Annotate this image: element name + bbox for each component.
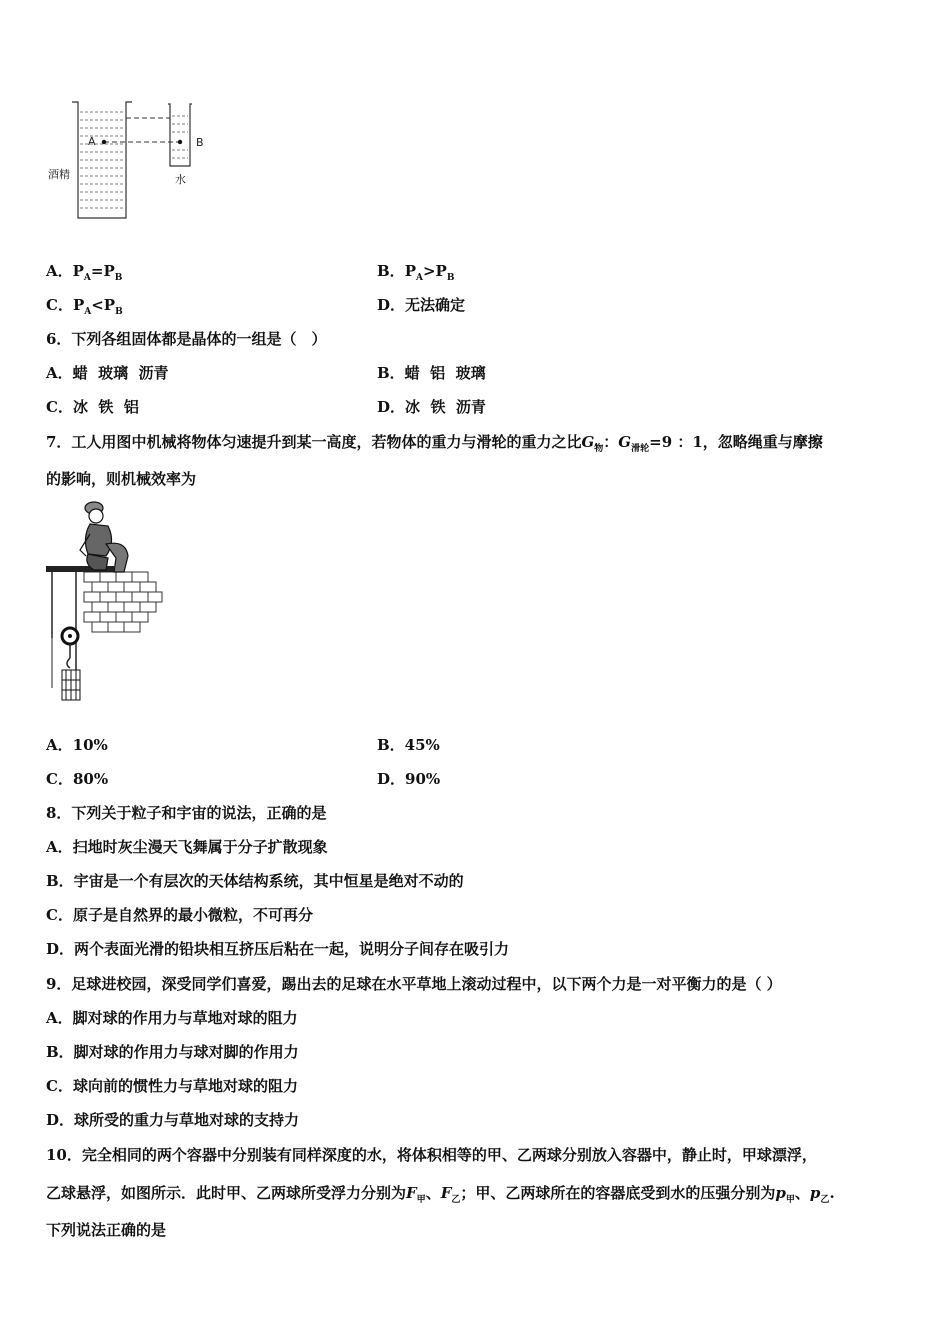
q6-option-a: A．蜡 玻璃 沥青: [46, 364, 169, 382]
q8-option-c: C．原子是自然界的最小微粒，不可再分: [46, 906, 313, 924]
q5-figure: [44, 98, 214, 230]
q5-option-c: C．$P_A<P_B$: [46, 296, 123, 317]
q9-option-d: D．球所受的重力与草地对球的支持力: [46, 1111, 300, 1129]
q9-option-c: C．球向前的惯性力与草地对球的阻力: [46, 1077, 298, 1095]
load: [62, 670, 80, 700]
q8-option-d: D．两个表面光滑的铅块相互挤压后粘在一起，说明分子间存在吸引力: [46, 940, 510, 958]
q5-option-d: D．无法确定: [377, 296, 466, 314]
q8-option-a: A．扫地时灰尘漫天飞舞属于分子扩散现象: [46, 838, 328, 856]
q6-option-b: B．蜡 铝 玻璃: [377, 364, 486, 382]
q7-figure: [44, 498, 169, 708]
q7-stem-line2: 的影响，则机械效率为: [46, 470, 197, 488]
worker: [80, 502, 128, 572]
q9-stem: 9．足球进校园，深受同学们喜爱，踢出去的足球在水平草地上滚动过程中，以下两个力是一对平衡力的是（ ）: [46, 975, 782, 993]
alcohol-dashes: [80, 112, 124, 208]
q9-option-a: A．脚对球的作用力与草地对球的阻力: [46, 1009, 298, 1027]
brick-wall: [84, 572, 162, 632]
right-tube: [168, 104, 192, 166]
q7-option-d: D．90%: [377, 770, 441, 788]
water-dashes: [172, 116, 188, 158]
q6-stem: 6．下列各组固体都是晶体的一组是（ ）: [46, 330, 327, 348]
q10-stem-line3: 下列说法正确的是: [46, 1221, 167, 1239]
q10-stem-line2: 乙球悬浮，如图所示．此时甲、乙两球所受浮力分别为$F_甲$、$F_乙$；甲、乙两球所在的容器底受到水的压强分别为$p_甲$、$p_乙$.: [46, 1184, 835, 1205]
q7-stem-line1: 7．工人用图中机械将物体匀速提升到某一高度，若物体的重力与滑轮的重力之比$G_物$：$G_{滑轮}=9$ ：1，忽略绳重与摩擦: [46, 433, 823, 454]
label-a: A: [88, 135, 96, 148]
q6-option-d: D．冰 铁 沥青: [377, 398, 486, 416]
label-water: 水: [175, 173, 186, 186]
q5-option-a: A．$P_A=P_B$: [46, 262, 123, 283]
point-a: [102, 140, 106, 144]
q10-stem-line1: 10．完全相同的两个容器中分别装有同样深度的水，将体积相等的甲、乙两球分别放入容器中，静止时，甲球漂浮，: [46, 1146, 817, 1164]
q6-option-c: C．冰 铁 铝: [46, 398, 139, 416]
q5-option-b: B．$P_A>P_B$: [377, 262, 455, 283]
q7-option-b: B．45%: [377, 736, 440, 754]
q7-option-a: A．10%: [46, 736, 108, 754]
point-b: [178, 140, 182, 144]
q9-option-b: B．脚对球的作用力与球对脚的作用力: [46, 1043, 299, 1061]
hook: [67, 658, 70, 668]
q7-option-c: C．80%: [46, 770, 109, 788]
label-alcohol: 酒精: [48, 168, 70, 181]
q8-option-b: B．宇宙是一个有层次的天体结构系统，其中恒星是绝对不动的: [46, 872, 464, 890]
label-b: B: [196, 136, 204, 149]
q8-stem: 8．下列关于粒子和宇宙的说法，正确的是: [46, 804, 327, 822]
